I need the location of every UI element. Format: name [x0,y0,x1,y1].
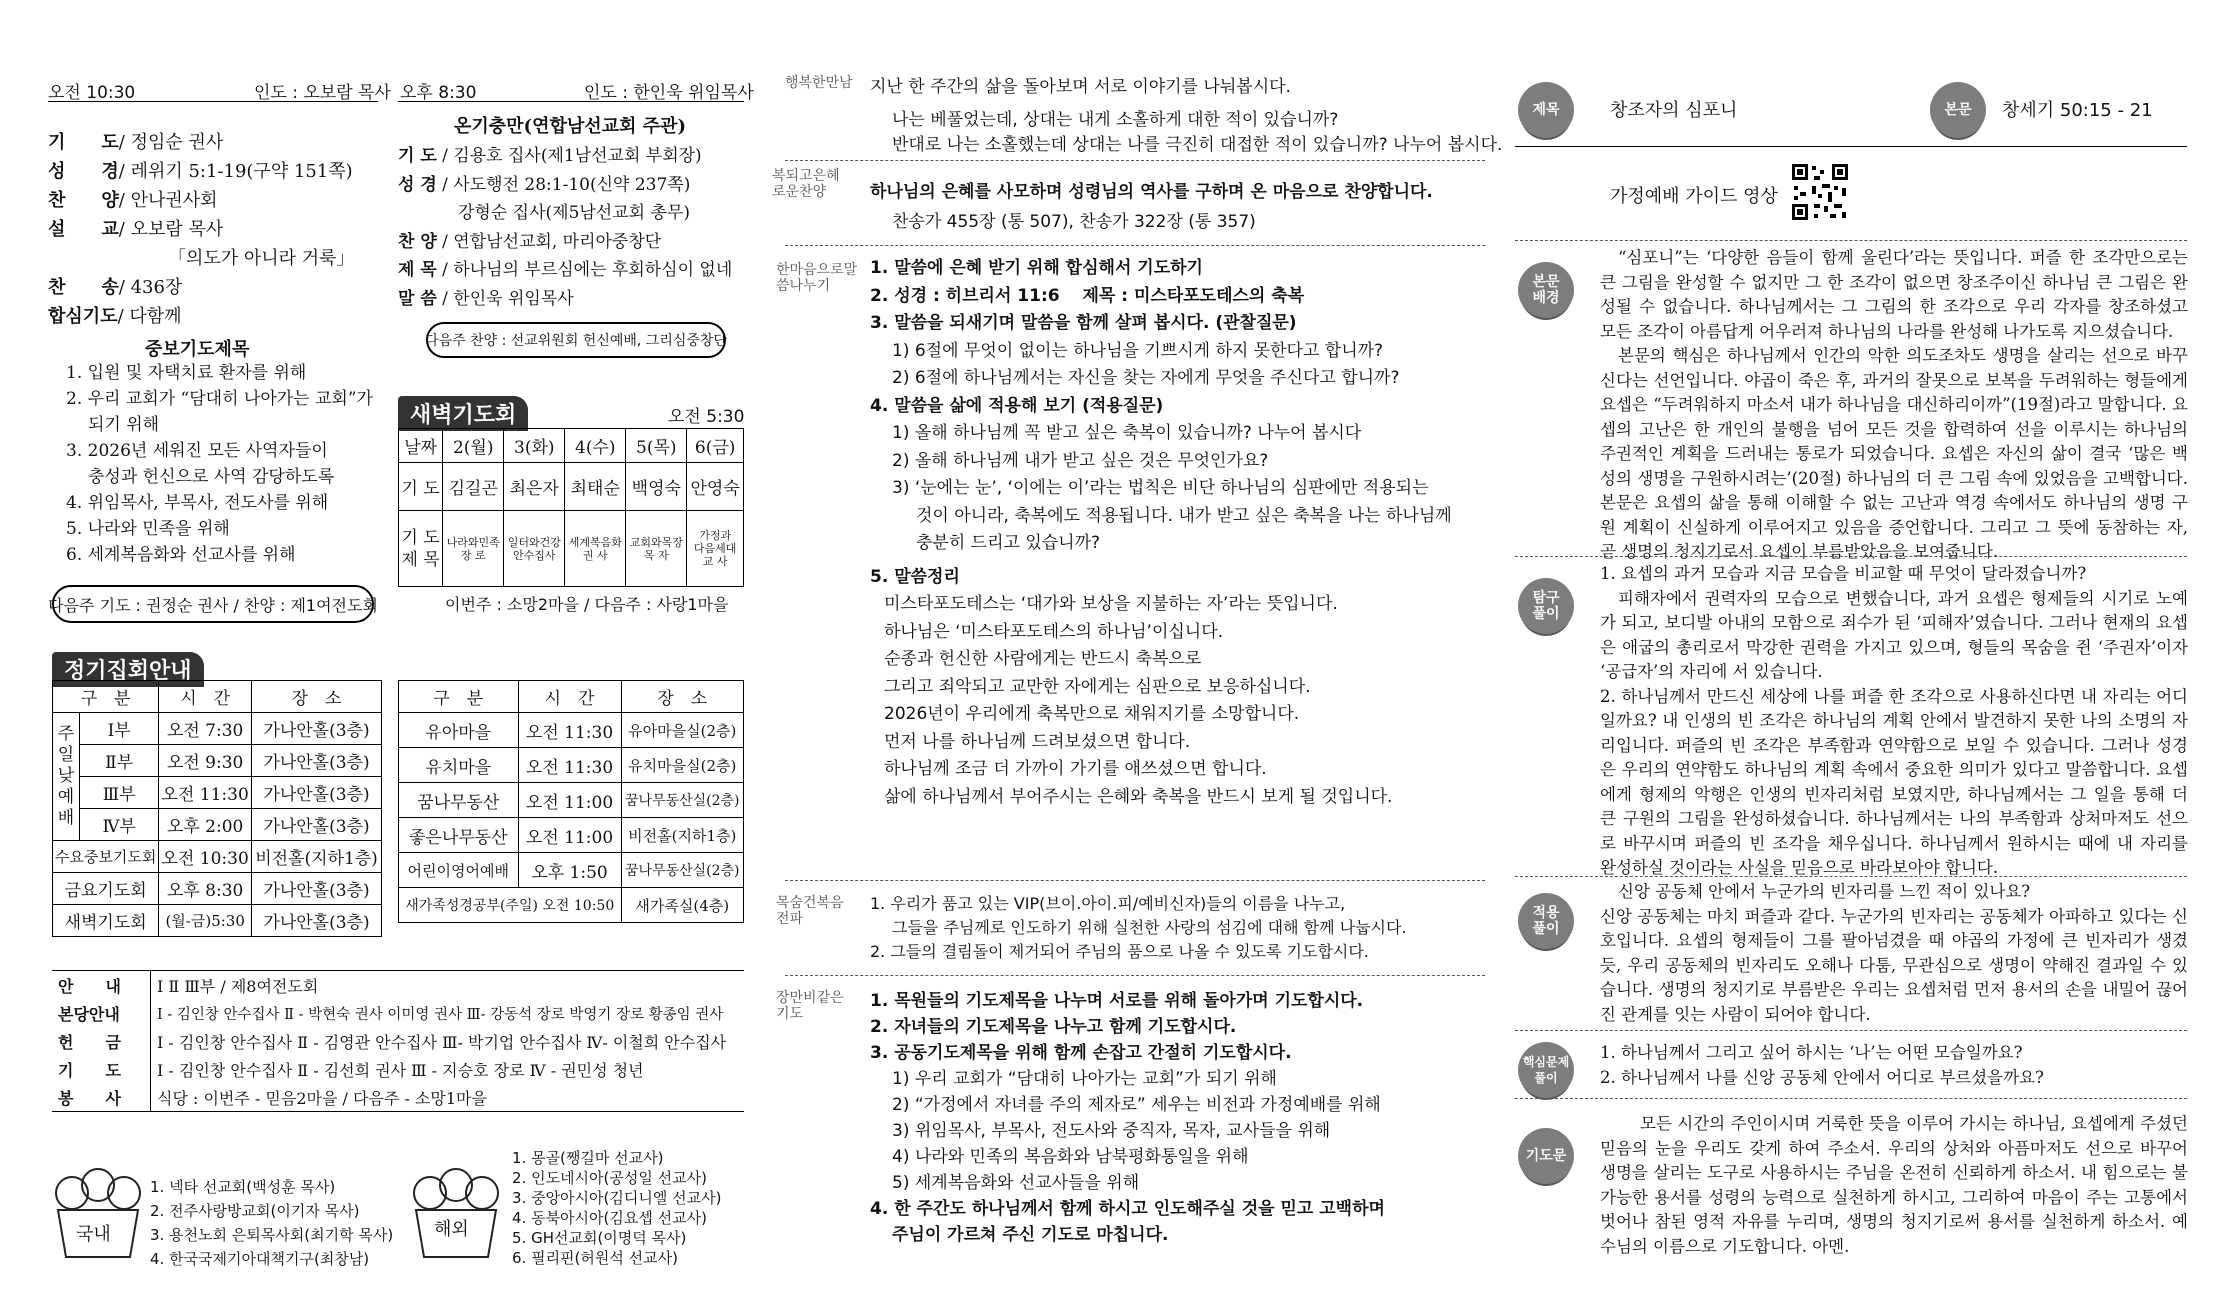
abroad-list: 1. 몽골(쨍길마 선교사) 2. 인도네시아(공성일 선교사) 3. 중앙아시아(김디니엘 선교사) 4. 동북아시아(김요셉 선교사) 5. GH선교회(이명덕 목사) 6. 필리핀(허원석 선교사) [512,1149,722,1267]
evening-title: 온기충만(연합남선교회 주관) [454,116,686,137]
s3-text: 1. 말씀에 은혜 받기 위해 합심해서 기도하기 2. 성경 : 히브리서 11:6 제목 : 미스타포도테스의 축복 3. 말씀을 되새기며 말씀을 함께 살펴 봅시다. (관찰질문) 1) 6절에 무엇이 없이는 하나님을 기쁘시게 하지 못한다고 합니까? 2) 6절에 하나님께서는 자신을 찾는 자에게 무엇을 주신다고 합니까? 4. 말씀을 삶에 적용해 보기 (적용질문) 1) 올해 하나님께 꼭 받고 싶은 축복이 있습니까? 나누어 봅시다 2) 올해 하나님께 내가 받고 싶은 것은 무엇인가요? 3) ‘눈에는 눈’, ‘이에는 이’라는 법칙은 비단 하나님의 심판에만 적용되는 것이 아니라, 축복에도 적용됩니다. 내가 받고 싶은 축복을 나는 하나님께 충분히 드리고 있습니까? 5. 말씀정리 미스타포도테스는 ‘대가와 보상을 지불하는 자’라는 뜻입니다. 하나님은 ‘미스타포도테스의 하나님’이십니다. 순종과 헌신한 사람에게는 반드시 축복으로 그리고 죄악되고 교만한 자에게는 심판으로 보응하십니다. 2026년이 우리에게 축복만으로 채워지기를 소망합니다. 먼저 나를 하나님께 드려보셨으면 합니다. 하나님께 조금 더 가까이 가기를 애쓰셨으면 합니다. 삶에 하나님께서 부어주시는 은혜와 축복을 반드시 보게 될 것입니다. [870,258,1452,807]
evening-order: 기 도 / 김용호 집사(제1남선교회 부회장) 성 경 / 사도행전 28:1-10(신약 237쪽) 강형순 집사(제5남선교회 총무) 찬 양 / 연합남선교회, 마리아중창단 제 목 / 하나님의 부르심에는 후회하심이 없네 말 씀 / 한인욱 위임목사 [398,146,733,309]
s3-label: 한마음으로말씀나누기 [776,262,858,294]
dawn-time: 오전 5:30 [668,407,745,427]
next-prayer-pill: 다음주 기도 : 권정순 권사 / 찬양 : 제1여전도회 [52,585,374,623]
prayer-topics-title: 중보기도제목 [145,339,250,360]
s5-label: 장만비같은기도 [776,990,844,1022]
abroad-label: 해외 [434,1219,469,1240]
evening-leader: 인도 : 한인욱 위임목사 [584,83,754,103]
family-text: 창세기 50:15 - 21 [2002,100,2153,121]
explore-label: 탐구 풀이 [1518,578,1574,634]
morning-leader: 인도 : 오보람 목사 [254,83,391,103]
morning-time: 오전 10:30 [48,83,136,103]
meetings-title: 정기집회안내 [52,652,204,687]
text-label: 본문 [1930,82,1986,138]
title-label: 제목 [1518,82,1574,138]
bg-text: “심포니”는 ‘다양한 음들이 함께 울린다’라는 뜻입니다. 퍼즐 한 조각만으로는 큰 그림을 완성할 수 없지만 그 한 조각이 없으면 창조주이신 하나님 큰 그림은 완성될 수 없습니다. 하나님께서는 그 그림의 한 조각으로 우리 각자를 창조하셨고 모든 조각이 아름답게 어우러져 하나님의 나라를 완성해 나가도록 지으셨습니다. 본문의 핵심은 하나님께서 인간의 악한 의도조차도 생명을 살리는 선으로 바꾸신다는 선언입니다. 야곱이 죽은 후, 과거의 잘못으로 보복을 두려워하는 형들에게 요셉은 “두려워하지 마소서 내가 하나님을 대신하리이까”(19절)라고 말합니다. 요셉의 고난은 한 개인의 불행을 넘어 모든 것을 합력하여 선을 이루시는 하나님의 주권적인 계획을 드러내는 통로가 되었습니다. 요셉은 자신의 삶이 결국 ‘많은 백성의 생명을 구원하시려는’(20절) 하나님의 더 큰 그림 속에 있었음을 고백합니다. 본문은 요셉의 삶을 통해 이해할 수 없는 고난과 역경 속에서도 하나님의 생명 구원 계획이 신실하게 이루어지고 있음을 증언합니다. 그리고 그 뜻에 동참하는 자, 곧 생명의 청지기로서 요셉이 부름받았음을 보여줍니다. [1600,248,2188,561]
s4-text: 1. 우리가 품고 있는 VIP(브이.아이.피/예비신자)들의 이름을 나누고, 그들을 주님께로 인도하기 위해 실천한 사랑의 섬김에 대해 함께 나눕시다. 2. 그들의 결림돌이 제거되어 주님의 품으로 나올 수 있도록 기도합시다. [870,894,1407,961]
bg-label: 본문 배경 [1518,262,1574,318]
prayer-topics-list: 1. 입원 및 자택치료 환자를 위해 2. 우리 교회가 “담대히 나아가는 교회”가 되기 위해 3. 2026년 세워진 모든 사역자들이 충성과 헌신으로 사역 감당하도록 4. 위임목사, 부목사, 전도사를 위해 5. 나라와 민족을 위해 6. 세계복음화와 선교사를 위해 [66,363,373,565]
evening-time: 오후 8:30 [400,83,477,103]
morning-order: 기 도/ 정임순 권사 성 경/ 레위기 5:1-19(구약 151쪽) 찬 양/ 안나권사회 설 교/ 오보람 목사 「의도가 아니라 거룩」 찬 송/ 436장 합심기도/ 다함께 [48,132,355,327]
domestic-list: 1. 넥타 선교회(백성훈 목사) 2. 전주사랑방교회(이기자 목사) 3. 용천노회 은퇴목사회(최기학 목사) 4. 한국국제기아대책기구(최창남) [150,1178,394,1268]
domestic-label: 국내 [76,1224,111,1245]
meetings-table-right: 구 분 시 간 장 소 유아마을 오전 11:30 유아마을실(2층) 유치마을 오전 11:30 유치마을실(2층) 꿈나무동산 오전 11:00 꿈나무동산실(2층) 좋은나무동산 오전 11:00 비전홀(지하1층) 어린이영어예배 오후 1:50 꿈나무동산실(2층) 새가족성경공부(주일) 오전 10:50 새가족실(4층) [398,680,744,923]
dawn-title: 새벽기도회 [398,396,528,431]
next-praise-pill: 다음주 찬양 : 선교위원회 헌신예배, 그리심중창단 [426,322,726,358]
s5-text: 1. 목원들의 기도제목을 나누며 서로를 위해 돌아가며 기도합시다. 2. 자녀들의 기도제목을 나누고 함께 기도합시다. 3. 공동기도제목을 위해 함께 손잡고 간절히 기도합시다. 1) 우리 교회가 “담대히 나아가는 교회”가 되기 위해 2) “가정에서 자녀를 주의 제자로” 세우는 비전과 가정예배를 위해 3) 위임목사, 부목사, 전도사와 중직자, 목자, 교사들을 위해 4) 나라와 민족의 복음화와 남북평화통일을 위해 5) 세계복음화와 선교사들을 위해 4. 한 주간도 하나님께서 함께 하시고 인도해주실 것을 믿고 고백하며 주님이 가르쳐 주신 기도로 마칩니다. [870,991,1385,1245]
abroad-basket-icon [408,1165,504,1260]
qr-code-icon[interactable] [1790,162,1850,222]
apply-text: 신앙 공동체 안에서 누군가의 빈자리를 느낀 적이 있나요? 신앙 공동체는 마치 퍼즐과 같다. 누군가의 빈자리는 공동체가 아파하고 있다는 신호입니다. 요셉의 형제들이 그를 팔아넘겼을 때 야곱의 가정에 큰 빈자리가 생겼듯, 우리 공동체의 빈자리도 오해나 다툼, 무관심으로 생명이 약해진 결과일 수 있습니다. 생명의 청지기로 부름받은 우리는 요셉처럼 먼저 용서의 손을 내밀어 끊어진 관계를 잇는 사람이 되어야 합니다. [1600,882,2188,1024]
s1-label: 행복한만남 [785,75,853,91]
s2-text: 하나님의 은혜를 사모하며 성령님의 역사를 구하며 온 마음으로 찬양합니다. 찬송가 455장 (통 507), 찬송가 322장 (통 357) [870,182,1433,232]
dawn-footer: 이번주 : 소망2마을 / 다음주 : 사랑1마을 [445,595,729,614]
s1-text: 지난 한 주간의 삶을 돌아보며 서로 이야기를 나눠봅시다. 나는 베풀었는데, 상대는 내게 소홀하게 대한 적이 있습니까? 반대로 나는 소홀했는데 상대는 나를 극진히 대접한 적이 있습니까? 나누어 봅시다. [870,77,1503,155]
prayer-label: 기도문 [1518,1128,1574,1184]
core-text: 1. 하나님께서 그리고 싶어 하시는 ‘나’는 어떤 모습일까요? 2. 하나님께서 나를 신앙 공동체 안에서 어디로 부르셨을까요? [1600,1043,2044,1087]
explore-text: 1. 요셉의 과거 모습과 지금 모습을 비교할 때 무엇이 달라졌습니까? 피해자에서 권력자의 모습으로 변했습니다, 과거 요셉은 형제들의 시기로 노예가 되고, 보디발 아내의 모함으로 죄수가 된 ‘피해자’였습니다. 그러나 현재의 요셉은 애굽의 총리로서 막강한 권력을 가지고 있으며, 형들의 목숨을 쥔 ‘주권자’이자 ‘공급자’의 자리에 서 있습니다. 2. 하나님께서 만드신 세상에 나를 퍼즐 한 조각으로 사용하신다면 내 자리는 어디일까요? 내 인생의 빈 조각은 하나님의 계획 안에서 발견하지 못한 나의 소명의 자리입니다. 퍼즐의 빈 조각은 부족함과 연약함으로 보일 수 있습니다. 그러나 성경은 우리의 연약함도 하나님의 계획 속에서 중요한 의미가 있다고 말씀합니다. 요셉에게 형제의 악행은 인생의 빈자리처럼 보였지만, 하나님께서는 그 일을 통해 더 큰 구원의 그림을 완성하셨습니다. 하나님께서는 나의 부족함과 상처마저도 선으로 바꾸시며 퍼즐의 빈 조각을 채우십니다. 하나님께서 원하시는 때에 내 자리를 완성하실 것이라는 사실을 믿음으로 바라보아야 합니다. [1600,564,2188,877]
s4-label: 목숨건복음전파 [776,895,844,927]
dawn-table: 날짜 2(월) 3(화) 4(수) 5(목) 6(금) 기 도 김길곤 최은자 최태순 백영숙 안영숙 기 도 제 목 나라와민족 장 로 일터와건강 안수집사 세계복음화 권 사 교회와목장 목 자 가정과 다음세대 교 사 [398,428,744,587]
meetings-table-left: 구 분 시 간 장 소 주일낮예배 Ⅰ부 오전 7:30 가나안홀(3층) Ⅱ부 오전 9:30 가나안홀(3층) Ⅲ부 오전 11:30 가나안홀(3층) Ⅳ부 오후 2:00 가나안홀(3층) 수요중보기도회 오전 10:30 비전홀(지하1층) 금요기도회 오후 8:30 가나안홀(3층) 새벽기도회 (월-금)5:30 가나안홀(3층) [52,680,382,937]
core-label: 핵심문제 풀이 [1518,1042,1574,1098]
prayer-text: 모든 시간의 주인이시며 거룩한 뜻을 이루어 가시는 하나님, 요셉에게 주셨던 믿음의 눈을 우리도 갖게 하여 주소서. 우리의 상처와 아픔마저도 선으로 바꾸어 생명을 살리는 도구로 사용하시는 주님을 온전히 신뢰하게 하소서. 내 힘으로는 불가능한 용서를 성령의 능력으로 실천하게 하시고, 그리하여 마음이 주는 고통에서 벗어나 참된 영적 자유를 누리며, 생명의 청지기로써 용서를 실천하게 하소서. 예수님의 이름으로 기도합니다. 아멘. [1600,1114,2188,1256]
guide-video-label: 가정예배 가이드 영상 [1610,186,1778,207]
apply-label: 적용 풀이 [1518,893,1574,949]
family-title: 창조자의 심포니 [1610,100,1738,121]
s2-label: 복되고은혜로운찬양 [772,168,840,200]
notice-table: 안 내 Ⅰ Ⅱ Ⅲ부 / 제8여전도회 본당안내 Ⅰ - 김인창 안수집사 Ⅱ - 박현숙 권사 이미영 권사 Ⅲ- 강동석 장로 박영기 장로 황종임 권사 헌 금 Ⅰ - 김인창 안수집사 Ⅱ - 김영관 안수집사 Ⅲ- 박기업 안수집사 Ⅳ- 이철희 안수집사 기 도 Ⅰ - 김인창 안수집사 Ⅱ - 김선희 권사 Ⅲ - 지승호 장로 Ⅳ - 권민성 청년 봉 사 식당 : 이번주 - 믿음2마을 / 다음주 - 소망1마을 [52,970,744,1112]
